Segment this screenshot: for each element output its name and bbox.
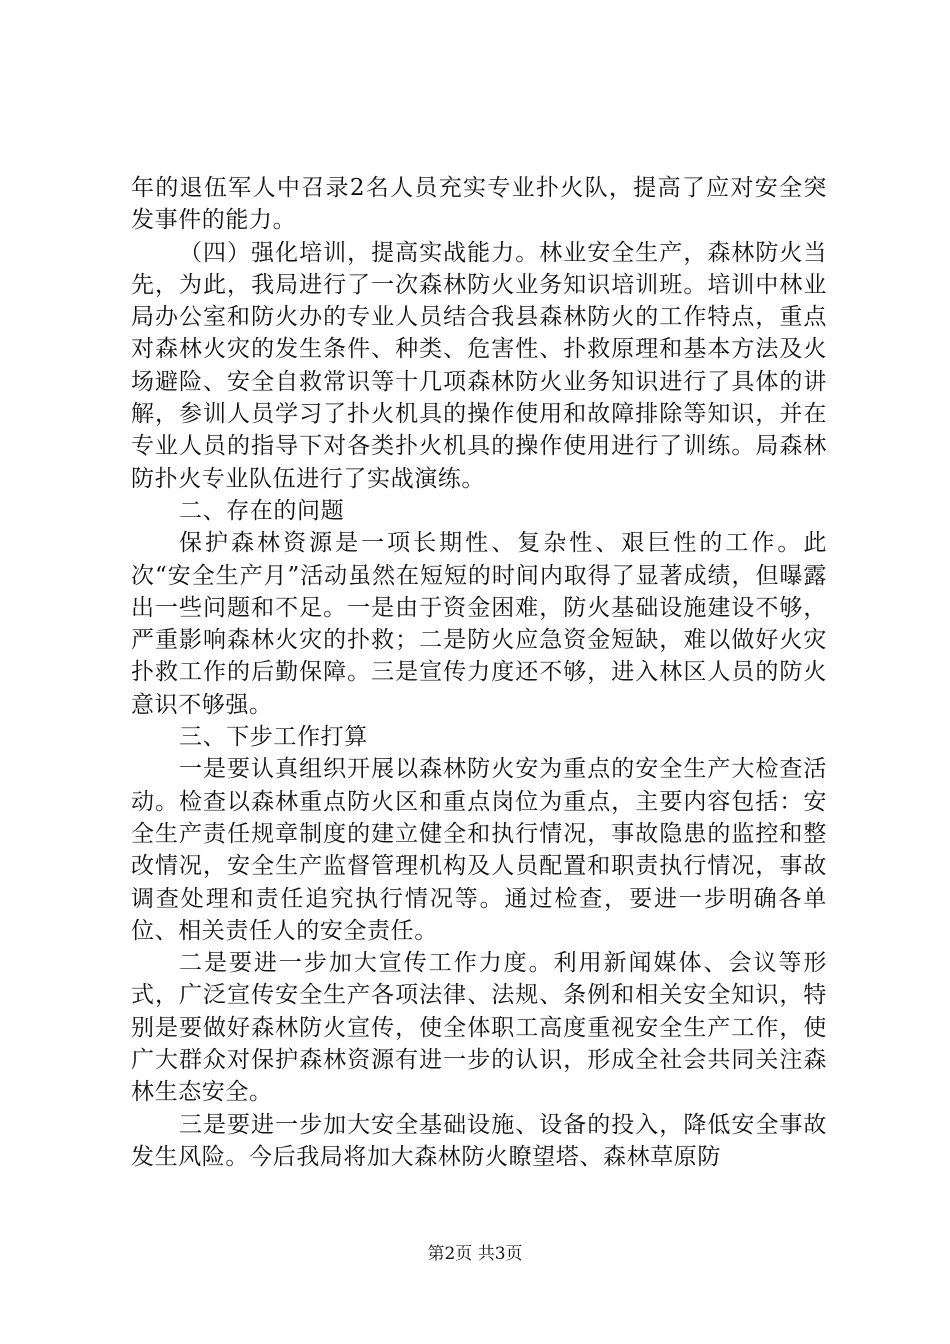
paragraph-problems: 保护森林资源是一项长期性、复杂性、艰巨性的工作。此次“安全生产月”活动虽然在短短的时间内取得了显著成绩，但曝露出一些问题和不足。一是由于资金困难，防火基础设施建设不够，严重影响森林火灾的扑救；二是防火应急资金短缺，难以做好火灾扑救工作的后勤保障。三是宣传力度还不够，进入林区人员的防火意识不够强。 [131, 530, 827, 718]
page-number-footer: 第2页 共3页 [427, 1244, 523, 1264]
paragraph-inspection: 一是要认真组织开展以森林防火安为重点的安全生产大检查活动。检查以森林重点防火区和重点岗位为重点，主要内容包括：安全生产责任规章制度的建立健全和执行情况，事故隐患的监控和整改情况，安全生产监督管理机构及人员配置和职责执行情况，事故调查处理和责任追究执行情况等。通过检查，要进一步明确各单位、相关责任人的安全责任。 [131, 756, 827, 944]
paragraph-publicity: 二是要进一步加大宣传工作力度。利用新闻媒体、会议等形式，广泛宣传安全生产各项法律、法规、条例和相关安全知识，特别是要做好森林防火宣传，使全体职工高度重视安全生产工作，使广大群众对保护森林资源有进一步的认识，形成全社会共同关注森林生态安全。 [131, 950, 827, 1106]
document-body [131, 172, 827, 1173]
section-heading-problems: 二、存在的问题 [179, 497, 345, 524]
section-heading-next-steps: 三、下步工作打算 [179, 724, 368, 751]
paragraph-infrastructure: 三是要进一步加大安全基础设施、设备的投入，降低安全事故发生风险。今后我局将加大森林防火瞭望塔、森林草原防 [131, 1111, 827, 1170]
paragraph-training: （四）强化培训，提高实战能力。林业安全生产，森林防火当先，为此，我局进行了一次森林防火业务知识培训班。培训中林业局办公室和防火办的专业人员结合我县森林防火的工作特点，重点对森林火灾的发生条件、种类、危害性、扑救原理和基本方法及火场避险、安全自救常识等十几项森林防火业务知识进行了具体的讲解，参训人员学习了扑火机具的操作使用和故障排除等知识，并在专业人员的指导下对各类扑火机具的操作使用进行了训练。局森林防扑火专业队伍进行了实战演练。 [131, 239, 827, 492]
paragraph-continuation: 年的退伍军人中召录2名人员充实专业扑火队，提高了应对安全突发事件的能力。 [131, 175, 827, 234]
